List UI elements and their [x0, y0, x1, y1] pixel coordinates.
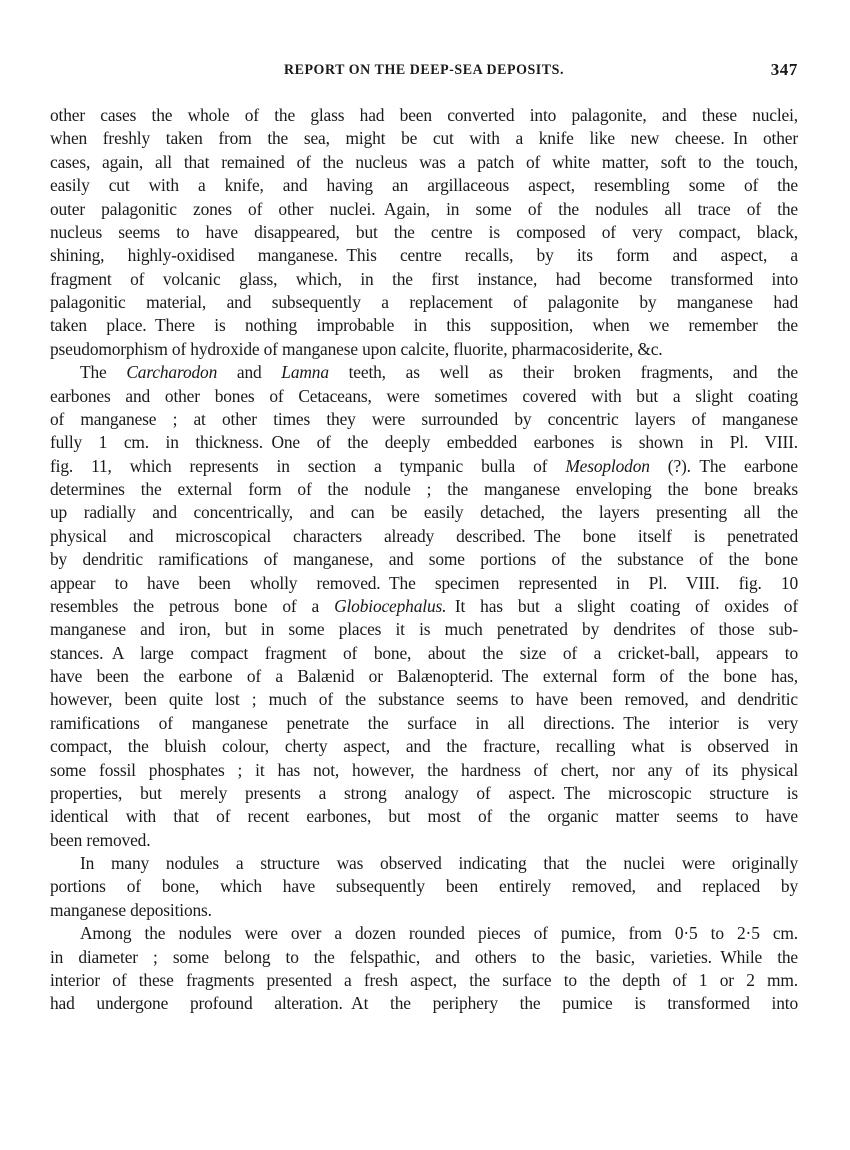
text-line: Among the nodules were over a dozen rounded pieces of pumice, from 0·5 to 2·5 cm.	[80, 923, 798, 944]
text-line: been removed.	[50, 829, 151, 850]
text-line: The Carcharodon and Lamna teeth, as well as their broken fragments, and the	[80, 362, 798, 383]
text-line: appear to have been wholly removed. The specimen represented in Pl. VIII. fig. 10	[50, 572, 798, 593]
text-line: stances. A large compact fragment of bone, about the size of a cricket-ball, appears to	[50, 642, 798, 663]
text-line: resembles the petrous bone of a Globiocephalus. It has but a slight coating of oxides of	[50, 595, 798, 616]
text-line: fig. 11, which represents in section a tympanic bulla of Mesoplodon (?). The earbone	[50, 455, 798, 476]
text-line: however, been quite lost ; much of the substance seems to have been removed, and dendritic	[50, 689, 798, 710]
paragraph	[50, 361, 798, 852]
text-line: In many nodules a structure was observed indicating that the nuclei were originally	[80, 853, 798, 873]
text-line: fully 1 cm. in thickness. One of the deeply embedded earbones is shown in Pl. VIII.	[50, 432, 798, 453]
text-line: interior of these fragments presented a fresh aspect, the surface to the depth of 1 or 2 mm.	[50, 969, 798, 990]
italic-taxon: Lamna	[281, 362, 329, 383]
text-line: taken place. There is nothing improbable in this supposition, when we remember the	[50, 315, 798, 336]
paragraph	[50, 852, 798, 922]
running-title: REPORT ON THE DEEP-SEA DEPOSITS.	[283, 62, 565, 78]
body-text	[50, 104, 798, 1016]
text-line: some fossil phosphates ; it has not, however, the hardness of chert, nor any of its physical	[50, 759, 798, 780]
text-line: fragment of volcanic glass, which, in the first instance, had become transformed into	[50, 268, 798, 289]
text-line: in diameter ; some belong to the felspathic, and others to the basic, varieties. While the	[50, 946, 798, 967]
text-line: physical and microscopical characters already described. The bone itself is penetrated	[50, 525, 798, 546]
text-line: up radially and concentrically, and can be easily detached, the layers presenting all the	[50, 502, 798, 523]
text-line: palagonitic material, and subsequently a replacement of palagonite by manganese had	[50, 292, 798, 312]
text-line: manganese depositions.	[50, 899, 212, 920]
page-number: 347	[770, 60, 798, 79]
text-line: cases, again, all that remained of the nucleus was a patch of white matter, soft to the touch,	[50, 151, 798, 172]
text-line: identical with that of recent earbones, but most of the organic matter seems to have	[50, 806, 798, 827]
text-line: when freshly taken from the sea, might be cut with a knife like new cheese. In other	[50, 128, 798, 149]
italic-taxon: Mesoplodon	[565, 455, 650, 476]
text-line: determines the external form of the nodule ; the manganese enveloping the bone breaks	[50, 479, 798, 499]
text-line: portions of bone, which have subsequently been entirely removed, and replaced by	[50, 876, 798, 897]
text-line: easily cut with a knife, and having an argillaceous aspect, resembling some of the	[50, 175, 798, 196]
paragraph	[50, 104, 798, 361]
text-line: nucleus seems to have disappeared, but the centre is composed of very compact, black,	[50, 221, 798, 242]
text-line: by dendritic ramifications of manganese, and some portions of the substance of the bone	[50, 549, 798, 570]
text-line: compact, the bluish colour, cherty aspect, and the fracture, recalling what is observed in	[50, 736, 798, 757]
paragraph	[50, 922, 798, 1016]
text-line: shining, highly-oxidised manganese. This centre recalls, by its form and aspect, a	[50, 245, 798, 266]
text-line: other cases the whole of the glass had been converted into palagonite, and these nuclei,	[50, 105, 798, 125]
italic-taxon: Carcharodon	[126, 362, 218, 383]
text-line: manganese and iron, but in some places it is much penetrated by dendrites of those sub-	[50, 619, 798, 640]
running-head	[50, 62, 798, 84]
text-line: pseudomorphism of hydroxide of manganese upon calcite, fluorite, pharmacosiderite, &c.	[50, 338, 663, 359]
text-line: earbones and other bones of Cetaceans, were sometimes covered with but a slight coating	[50, 385, 798, 406]
text-line: of manganese ; at other times they were surrounded by concentric layers of manganese	[50, 408, 798, 429]
text-line: have been the earbone of a Balænid or Balænopterid. The external form of the bone has,	[50, 666, 798, 686]
text-line: had undergone profound alteration. At the periphery the pumice is transformed into	[50, 993, 798, 1014]
text-line: properties, but merely presents a strong analogy of aspect. The microscopic structure is	[50, 782, 798, 803]
italic-taxon: Globiocephalus.	[334, 595, 447, 616]
text-line: ramifications of manganese penetrate the surface in all directions. The interior is very	[50, 712, 798, 733]
text-line: outer palagonitic zones of other nuclei. Again, in some of the nodules all trace of the	[50, 198, 798, 219]
